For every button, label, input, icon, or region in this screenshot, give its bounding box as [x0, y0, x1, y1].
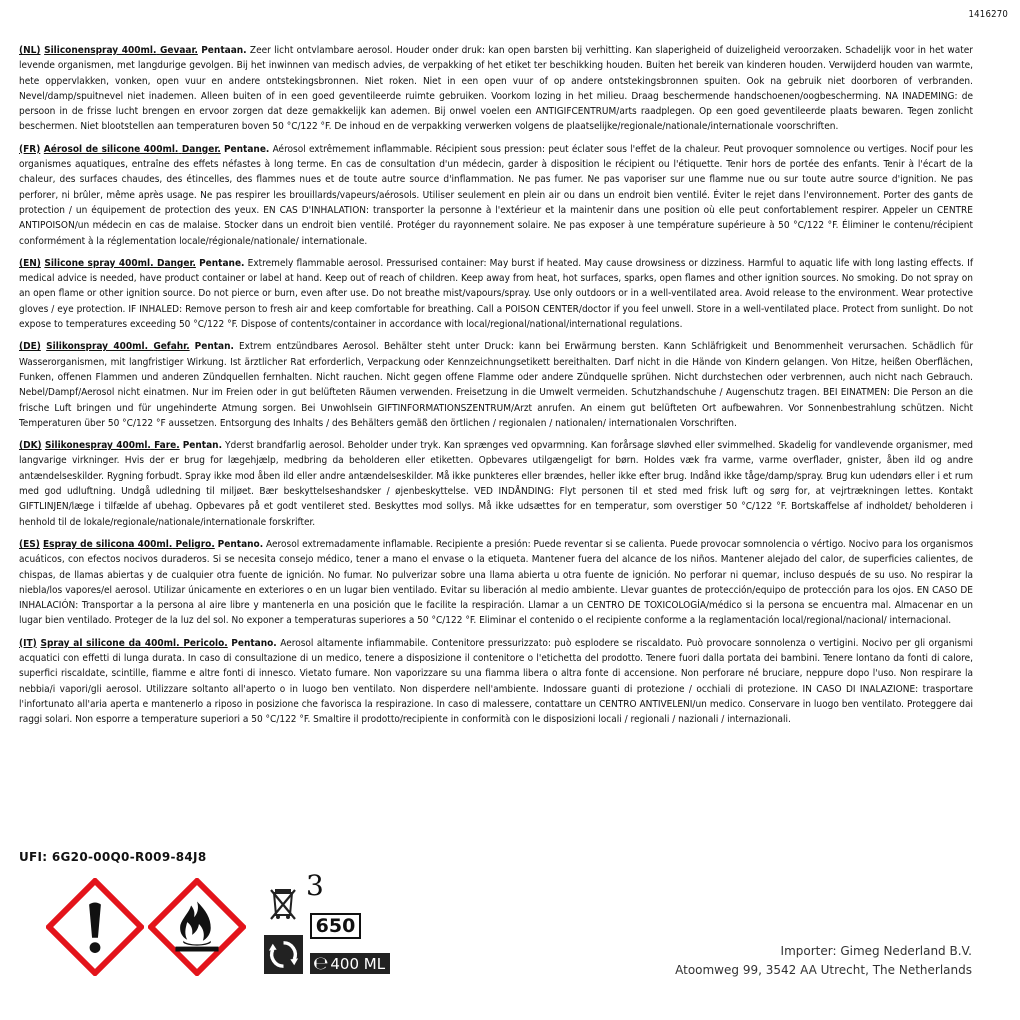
crossed-out-bin-icon — [268, 886, 298, 920]
product-signal — [44, 45, 198, 56]
hazardous-substance: Pentaan. — [201, 45, 247, 56]
ufi-code: UFI: 6G20-00Q0-R009-84J8 — [19, 850, 207, 864]
hazardous-substance: Pentan. — [194, 341, 234, 353]
paragraph-heading — [19, 144, 221, 155]
importer-line-1: Importer: Gimeg Nederland B.V. — [780, 944, 972, 958]
hazard-statements: Extremely flammable aerosol. Pressurised container: May burst if heated. May cause drowsiness or dizziness. Harmful to aquatic life with long lasting effects. If medical advice is needed, have product container or label at hand. Keep out of reach of children. Keep away from heat, hot surfaces, sparks, open flames and other ignition sources. No smoking. Do not spray on an open flame or other ignition source. Do not pierce or burn, even after use. Do not breathe mist/vapours/spray. Use only outdoors or in a well-ventilated area. Avoid release to the environment. Wear protective gloves / eye protection. IF INHALED: Remove person to fresh air and keep comfortable for breathing. Call a POISON CENTER/doctor if you feel unwell. Store in a well-ventilated place. Protect from sunlight. Do not expose to temperatures exceeding 50 °C/122 °F. Dispose of contents/container in accordance with local/regional/national/international regulations. — [19, 257, 973, 331]
hazardous-substance: Pentano. — [231, 637, 277, 649]
product-name: Aérosol de silicone 400ml. — [43, 143, 179, 155]
product-name: Silikonespray 400ml. — [44, 440, 151, 452]
paragraph-heading — [19, 539, 215, 550]
safety-paragraph — [19, 142, 973, 249]
signal-word: Gefahr. — [153, 341, 190, 353]
safety-paragraph — [19, 339, 973, 431]
volume-650-box: 650 — [310, 913, 361, 939]
product-name: Espray de silicona 400ml. — [43, 538, 173, 550]
hazard-statements: Extrem entzündbares Aerosol. Behälter steht unter Druck: kann bei Erwärmung bersten. Kann Schläfrigkeit und Benommenheit verursachen. Schädlich für Wasserorganismen, mit langfristiger Wirkung. Ist ärztlicher Rat erforderlich, Verpackung oder Kennzeichnungsetikett bereithalten. Darf nicht in die Hände von Kindern gelangen. Von Hitze, heißen Oberflächen, Funken, offenen Flammen und anderen Zündquellen fernhalten. Nicht rauchen. Nicht gegen offene Flamme oder andere Zündquelle sprühen. Nicht durchstechen oder verbrennen, auch nicht nach Gebrauch. Nebel/Dampf/Aerosol nicht einatmen. Nur im Freien oder in gut belüfteten Räumen verwenden. Freisetzung in die Umwelt vermeiden. Schutzhandschuhe / Augenschutz tragen. BEI EINATMEN: Die Person an die frische Luft bringen und für ungehinderte Atmung sorgen. Bei Unwohlsein GIFTINFORMATIONSZENTRUM/Arzt anrufen. An einem gut belüfteten Ort aufbewahren. Vor Sonnenbestrahlung schützen. Nicht Temperaturen über 50 °C/122 °F aussetzen. Entsorgung des Inhalts / des Behälters gemäß den örtlichen / regionalen / nationalen/ internationalen Vorschriften. — [19, 341, 974, 429]
hazardous-substance: Pentano. — [217, 538, 264, 550]
product-signal — [44, 144, 221, 155]
ghs-flame-icon — [148, 878, 246, 976]
hazardous-substance: Pentane. — [223, 143, 270, 155]
language-code: (FR) — [19, 143, 41, 155]
hazard-statements: Aerosol extremadamente inflamable. Recipiente a presión: Puede reventar si se calienta. Puede provocar somnolencia o vértigo. Nocivo para los organismos acuáticos, con efectos nocivos duraderos. Si se necesita consejo médico, tener a mano el envase o la etiqueta. Mantener fuera del alcance de los niños. Mantener alejado del calor, de superficies calientes, de chispas, de llamas abiertas y de cualquier otra fuente de ignición. No fumar. No pulverizar sobre una llama abierta u otra fuente de ignición. No perforar ni quemar, incluso después de su uso. No respirar la niebla/los vapores/el aerosol. Utilizar únicamente en exteriores o en un lugar bien ventilado. Evitar su liberación al medio ambiente. Llevar guantes de protección/equipo de protección para los ojos. EN CASO DE INHALACIÓN: Transportar a la persona al aire libre y mantenerla en una posición que le facilite la respiración. Llamar a un CENTRO DE TOXICOLOGÍA/médico si la persona se encuentra mal. Almacenar en un lugar bien ventilado. Proteger de la luz del sol. No exponer a temperaturas superiores a 50 °C/122 °F. Eliminar el contenido o el recipiente conforme a la reglamentación local/regional/nacional/ internacional. — [19, 538, 974, 627]
safety-text-block — [19, 43, 973, 734]
product-name: Siliconenspray 400ml. — [44, 45, 157, 56]
language-code: (EN) — [19, 257, 41, 269]
paragraph-heading — [19, 638, 228, 649]
hazard-statements: Aérosol extrêmement inflammable. Récipient sous pression: peut éclater sous l'effet de la chaleur. Peut provoquer somnolence ou vertiges. Nocif pour les organismes aquatiques, entraîne des effets néfastes à long terme. En cas de consultation d'un médecin, garder à disposition le récipient ou l'étiquette. Tenir hors de portée des enfants. Tenir à l'écart de la chaleur, des surfaces chaudes, des étincelles, des flammes nues et de toute autre source d'inflammation. Ne pas fumer. Ne pas vaporiser sur une flamme nue ou sur toute autre source d'ignition. Ne pas perforer, ni brûler, même après usage. Ne pas respirer les brouillards/vapeurs/aérosols. Utiliser seulement en plein air ou dans un endroit bien ventilé. Éviter le rejet dans l'environnement. Porter des gants de protection / un équipement de protection des yeux. EN CAS D'INHALATION: transporter la personne à l'extérieur et la maintenir dans une position où elle peut confortablement respirer. Appeler un CENTRE ANTIPOISON/un médecin en cas de malaise. Stocker dans un endroit bien ventilé. Protéger du rayonnement solaire. Ne pas exposer à une température supérieure à 50 °C/122 °F. Éliminer le contenu/récipient conformément à la réglementation locale/régionale/nationale/ internationale. — [19, 143, 974, 247]
importer-address — [675, 942, 972, 980]
signal-word: Gevaar. — [159, 45, 198, 56]
product-signal — [43, 539, 215, 550]
language-code: (DK) — [19, 440, 42, 452]
safety-paragraph — [19, 537, 973, 629]
paragraph-heading — [19, 440, 180, 451]
hazardous-substance: Pentan. — [182, 440, 222, 452]
product-signal — [44, 258, 196, 269]
language-code: (DE) — [19, 341, 41, 353]
product-name: Silicone spray 400ml. — [44, 257, 154, 269]
bin-number: 3 — [306, 869, 324, 902]
language-code: (NL) — [19, 45, 41, 56]
net-volume-text: 400 ML — [330, 955, 386, 973]
paragraph-heading — [19, 341, 190, 352]
language-code: (IT) — [19, 637, 37, 649]
signal-word: Pericolo. — [183, 637, 228, 649]
product-signal — [46, 341, 189, 352]
net-volume-badge — [310, 953, 390, 974]
language-code: (ES) — [19, 538, 40, 550]
estimated-sign-icon: ℮ — [313, 953, 329, 974]
safety-paragraph — [19, 438, 973, 530]
ghs-exclamation-icon — [46, 878, 144, 976]
paragraph-heading — [19, 258, 196, 269]
product-name: Silikonspray 400ml. — [46, 341, 148, 353]
safety-paragraph — [19, 636, 973, 728]
product-signal — [41, 638, 228, 649]
signal-word: Danger. — [181, 143, 221, 155]
product-name: Spray al silicone da 400ml. — [40, 637, 180, 649]
signal-word: Fare. — [154, 440, 180, 452]
importer-line-2: Atoomweg 99, 3542 AA Utrecht, The Netherlands — [675, 963, 972, 977]
hazard-statements: Zeer licht ontvlambare aerosol. Houder onder druk: kan open barsten bij verhitting. Kan slaperigheid of duizeligheid veroorzaken. Schadelijk voor in het water levende organismen, met langdurige gevolgen. Bij het inwinnen van medisch advies, de verpakking of het etiket ter beschikking houden. Buiten het bereik van kinderen houden. Verwijderd houden van warmte, hete oppervlakken, vonken, open vuur en andere ontstekingsbronnen. Niet roken. Niet in een open vuur of op andere ontstekingsbronnen spuiten. Ook na gebruik niet doorboren of verbranden. Nevel/damp/spuitnevel niet inademen. Alleen buiten of in een goed geventileerde ruimte gebruiken. Voorkom lozing in het milieu. Draag beschermende handschoenen/oogbescherming. NA INADEMING: de persoon in de frisse lucht brengen en ervoor zorgen dat deze gemakkelijk kan ademen. Bij onwel voelen een ANTIGIFCENTRUM/arts raadplegen. Op een goed geventileerde plaats bewaren. Tegen zonlicht beschermen. Niet blootstellen aan temperaturen boven 50 °C/122 °F. De inhoud en de verpakking verwerken volgens de plaatselijke/regionale/nationale/internationale voorschriften. — [19, 45, 974, 133]
safety-paragraph — [19, 256, 973, 332]
signal-word: Peligro. — [175, 538, 215, 550]
safety-paragraph — [19, 43, 973, 135]
hazard-statements: Yderst brandfarlig aerosol. Beholder under tryk. Kan sprænges ved opvarmning. Kan forårsage sløvhed eller svimmelhed. Skadelig for vandlevende organismer, med langvarige virkninger. Hvis der er brug for lægehjælp, medbring da beholderen eller etiketten. Opbevares utilgængeligt for børn. Holdes væk fra varme, varme overflader, gnister, åben ild og andre antændelseskilder. Rygning forbudt. Spray ikke mod åben ild eller andre antændelseskilder. Må ikke punkteres eller brændes, heller ikke efter brug. Indånd ikke tåge/damp/spray. Brug kun udendørs eller i et rum med god udluftning. Undgå udledning til miljøet. Bær beskyttelseshandsker / øjenbeskyttelse. VED INDÅNDING: Flyt personen til et sted med frisk luft og sørg for, at vejrtrækningen lettes. Kontakt GIFTLINJEN/læge i tilfælde af ubehag. Opbevares på et godt ventileret sted. Beskyttes mod sollys. Må ikke udsættes for en temperatur, som overstiger 50 °C/122 °F. Bortskaffelse af indholdet/ beholderen i henhold til de lokale/regionale/nationale/internationale forskrifter. — [19, 440, 973, 528]
signal-word: Danger. — [156, 257, 196, 269]
paragraph-heading — [19, 45, 198, 56]
recycle-icon — [264, 935, 303, 974]
hazardous-substance: Pentane. — [199, 257, 245, 269]
label-code: 1416270 — [968, 9, 1008, 20]
product-signal — [45, 440, 180, 451]
hazard-statements: Aerosol altamente infiammabile. Contenitore pressurizzato: può esplodere se riscaldato. Può provocare sonnolenza o vertigini. Nocivo per gli organismi acquatici con effetti di lunga durata. In caso di consultazione di un medico, tenere a disposizione il contenitore o l'etichetta del prodotto. Tenere fuori dalla portata dei bambini. Tenere lontano da fonti di calore, superfici riscaldate, scintille, fiamme e altre fonti di innesco. Vietato fumare. Non vaporizzare su una fiamma libera o altra fonte di accensione. Non perforare né bruciare, neppure dopo l'uso. Non respirare la nebbia/i vapori/gli aerosol. Utilizzare soltanto all'aperto o in luogo ben ventilato. Non disperdere nell'ambiente. Indossare guanti di protezione / occhiali di protezione. IN CASO DI INALAZIONE: trasportare l'infortunato all'aria aperta e mantenerlo a riposo in posizione che favorisca la respirazione. In caso di malessere, contattare un CENTRO ANTIVELENI/un medico. Conservare in luogo ben ventilato. Proteggere dai raggi solari. Non esporre a temperature superiori a 50 °C/122 °F. Smaltire il prodotto/recipiente in conformità con le disposizioni locali / regionali / nazionali / internazionali. — [19, 637, 974, 726]
